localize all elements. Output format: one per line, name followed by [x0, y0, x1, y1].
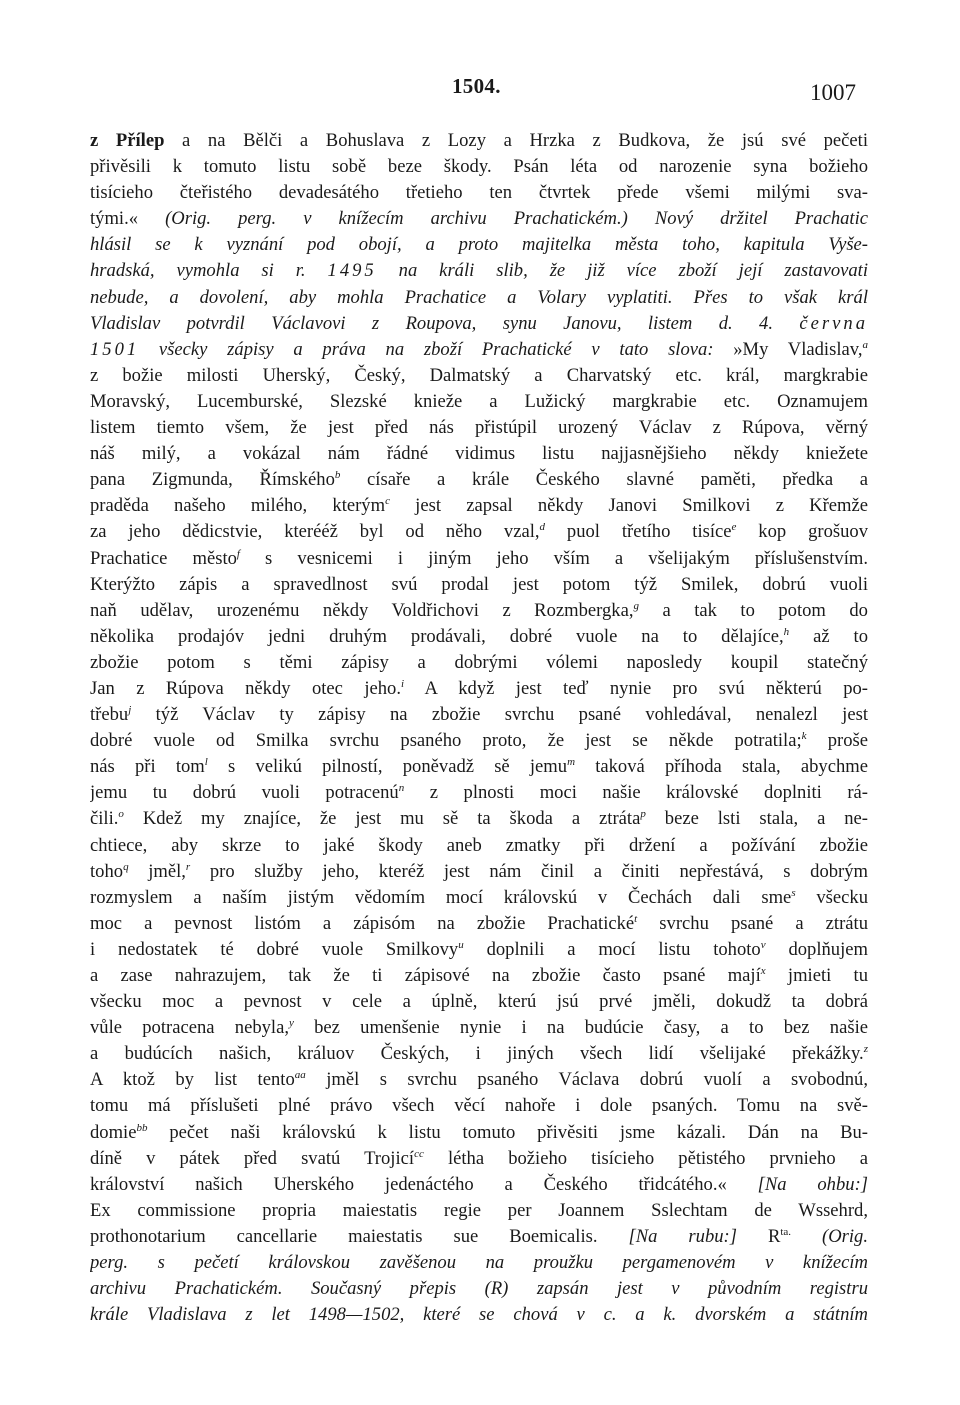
page-number: 1007 — [810, 80, 856, 105]
text-line: díně v pátek před svatú Trojicí$^{cc}$ létha božieho tisícieho pětistého prvnieho a — [90, 1147, 868, 1169]
text-line: listem tiemto všem, že jest před nás přistúpil urozený Václav z Rúpova, věrný — [90, 417, 868, 439]
text-line: rozmyslem a naším jistým vědomím mocí královskú v Čechách dali sme$^s$ všecku — [90, 886, 868, 908]
text-line: tomu má příslušeti plné právo všech věcí nahoře i dole psaných. Tomu na svě- — [90, 1095, 868, 1117]
text-line: moc a pevnost listóm a zápisóm na zbožie Prachatické$^t$ svrchu psané a ztrátu — [90, 912, 868, 934]
text-line: hradská, vymohla si r. 1495 na králi slib, že již více zboží její zastavovati — [90, 260, 868, 282]
text-line: Jan z Rúpova někdy otec jeho.$^i$ A když jest teď nynie pro svú některú po- — [90, 677, 868, 699]
text-line: zbožie potom s těmi zápisy a dobrými vólemi naposledy koupil statečný — [90, 651, 868, 673]
text-line: vůle potracena nebyla,$^y$ bez umenšenie nynie i na budúcie časy, a to bez našie — [90, 1017, 868, 1039]
text-line: toho$^q$ jměl,$^r$ pro služby jeho, kteréž jest nám činil a činiti nepřestává, s dobrým — [90, 860, 868, 882]
text-line: tisícieho čteřistého devadesátého třetieho ten čtvrtek přede všemi milými sva- — [90, 182, 868, 204]
text-line: třebu$^j$ týž Václav ty zápisy na zbožie svrchu psané vohledával, nenalezl jest — [90, 704, 868, 726]
running-header-year: 1504. — [452, 74, 501, 98]
text-line: krále Vladislava z let 1498—1502, které se chová v c. a k. dvorském a státním — [90, 1304, 868, 1326]
text-line: několika prodajóv jedni druhým prodávali, dobré vuole na to dělajíce,$^h$ až to — [90, 625, 868, 647]
text-line: hlásil se k vyznání pod obojí, a proto majitelka města toho, kapitula Vyše- — [90, 234, 868, 256]
text-line: Prachatice město$^f$ s vesnicemi i jiným jeho vším a všelijakým příslušenstvím. — [90, 547, 868, 569]
text-line: i nedostatek té dobré vuole Smilkovy$^u$ doplnili a mocí listu tohoto$^v$ doplňujem — [90, 938, 868, 960]
text-line: z božie milosti Uherský, Český, Dalmatský a Charvatský etc. král, margkrabie — [90, 364, 868, 386]
text-line: jemu tu dobrú vuoli potracenú$^n$ z plnosti moci našie královské doplniti rá- — [90, 782, 868, 804]
text-line: čili.$^o$ Kdež my znajíce, že jest mu sě ta škoda a ztráta$^p$ beze lsti stala, a ne- — [90, 808, 868, 830]
text-line: království našich Uherského jedenáctého a Českého třidcátého.« [Na ohbu:] — [90, 1173, 868, 1195]
text-line: naň udělav, urozenému někdy Voldřichovi z Rozmbergka,$^g$ a tak to potom do — [90, 599, 868, 621]
text-line: nás při tom$^l$ s velikú pilností, poněvadž sě jemu$^m$ taková příhoda stala, abychme — [90, 756, 868, 778]
text-line: archivu Prachatickém. Současný přepis (R) zapsán jest v původním registru — [90, 1278, 868, 1300]
text-line: A ktož by list tento$^{aa}$ jměl s svrchu psaného Václava dobrú vuolí a svobodnú, — [90, 1069, 868, 1091]
text-line: z Přílep a na Bělči a Bohuslava z Lozy a Hrzka z Budkova, že jsú své pečeti — [90, 130, 868, 151]
text-line: nebude, a dovolení, aby mohla Prachatice a Volary vyplatiti. Přes to však král — [90, 286, 868, 308]
text-line: pana Zigmunda, Římského$^b$ císaře a krále Českého slavné paměti, předka a — [90, 469, 868, 491]
text-line: prothonotarium cancellarie maiestatis sue Boemicalis. [Na rubu:] $R^{ta.}$ (Orig. — [90, 1225, 868, 1247]
text-line: náš milý, a vokázal nám řádné vidimus listu najjasnějšieho někdy kniežete — [90, 443, 868, 465]
text-line: Vladislav potvrdil Václavovi z Roupova, synu Janovu, listem d. 4. června — [90, 312, 868, 334]
text-line: přivěsili k tomuto listu sobě beze škody. Psán léta od narozenie syna božieho — [90, 156, 868, 178]
text-line: dobré vuole od Smilka svrchu psaného proto, že jest se někde potratila;$^k$ proše — [90, 730, 868, 752]
text-line: všecku moc a pevnost v cele a úplně, kterú jsú prvé jměli, dokudž ta dobrá — [90, 991, 868, 1013]
text-line: perg. s pečetí královskou zavěšenou na proužku pergamenovém v knížecím — [90, 1252, 868, 1274]
text-line: domie$^{bb}$ pečet naši královskú k listu tomuto přivěsiti jsme kázali. Dán na Bu- — [90, 1121, 868, 1143]
text-line: a budúcích našich, králuov Českých, i jiných všech lidí všelijaké překážky.$^z$ — [90, 1043, 868, 1065]
body-text — [90, 128, 868, 1328]
text-line: a zase nahrazujem, tak že ti zápisové na zbožie často psané mají$^x$ jmieti tu — [90, 965, 868, 986]
text-line: chtiece, aby skrze to jaké škody aneb zmatky při držení a požívání zbožie — [90, 834, 868, 856]
text-line: Kterýžto zápis a spravedlnost svú prodal jest potom týž Smilek, dobrú vuoli — [90, 573, 868, 595]
text-line: Moravský, Lucemburské, Slezské knieže a Lužický margkrabie etc. Oznamujem — [90, 390, 868, 412]
text-line: praděda našeho milého, kterým$^c$ jest zapsal někdy Janovi Smilkovi z Křemže — [90, 495, 868, 517]
text-line: tými.« (Orig. perg. v knížecím archivu Prachatickém.) Nový držitel Prachatic — [90, 208, 868, 230]
text-line: za jeho dědicstvie, kterééž byl od něho vzal,$^d$ puol třetího tisíce$^e$ kop grošuov — [90, 521, 868, 543]
text-line: 1501 všecky zápisy a práva na zboží Prachatické v tato slova: »My Vladislav,$^a$ — [90, 338, 868, 360]
text-line: Ex commissione propria maiestatis regie per Joannem Sslechtam de Wssehrd, — [90, 1199, 868, 1221]
